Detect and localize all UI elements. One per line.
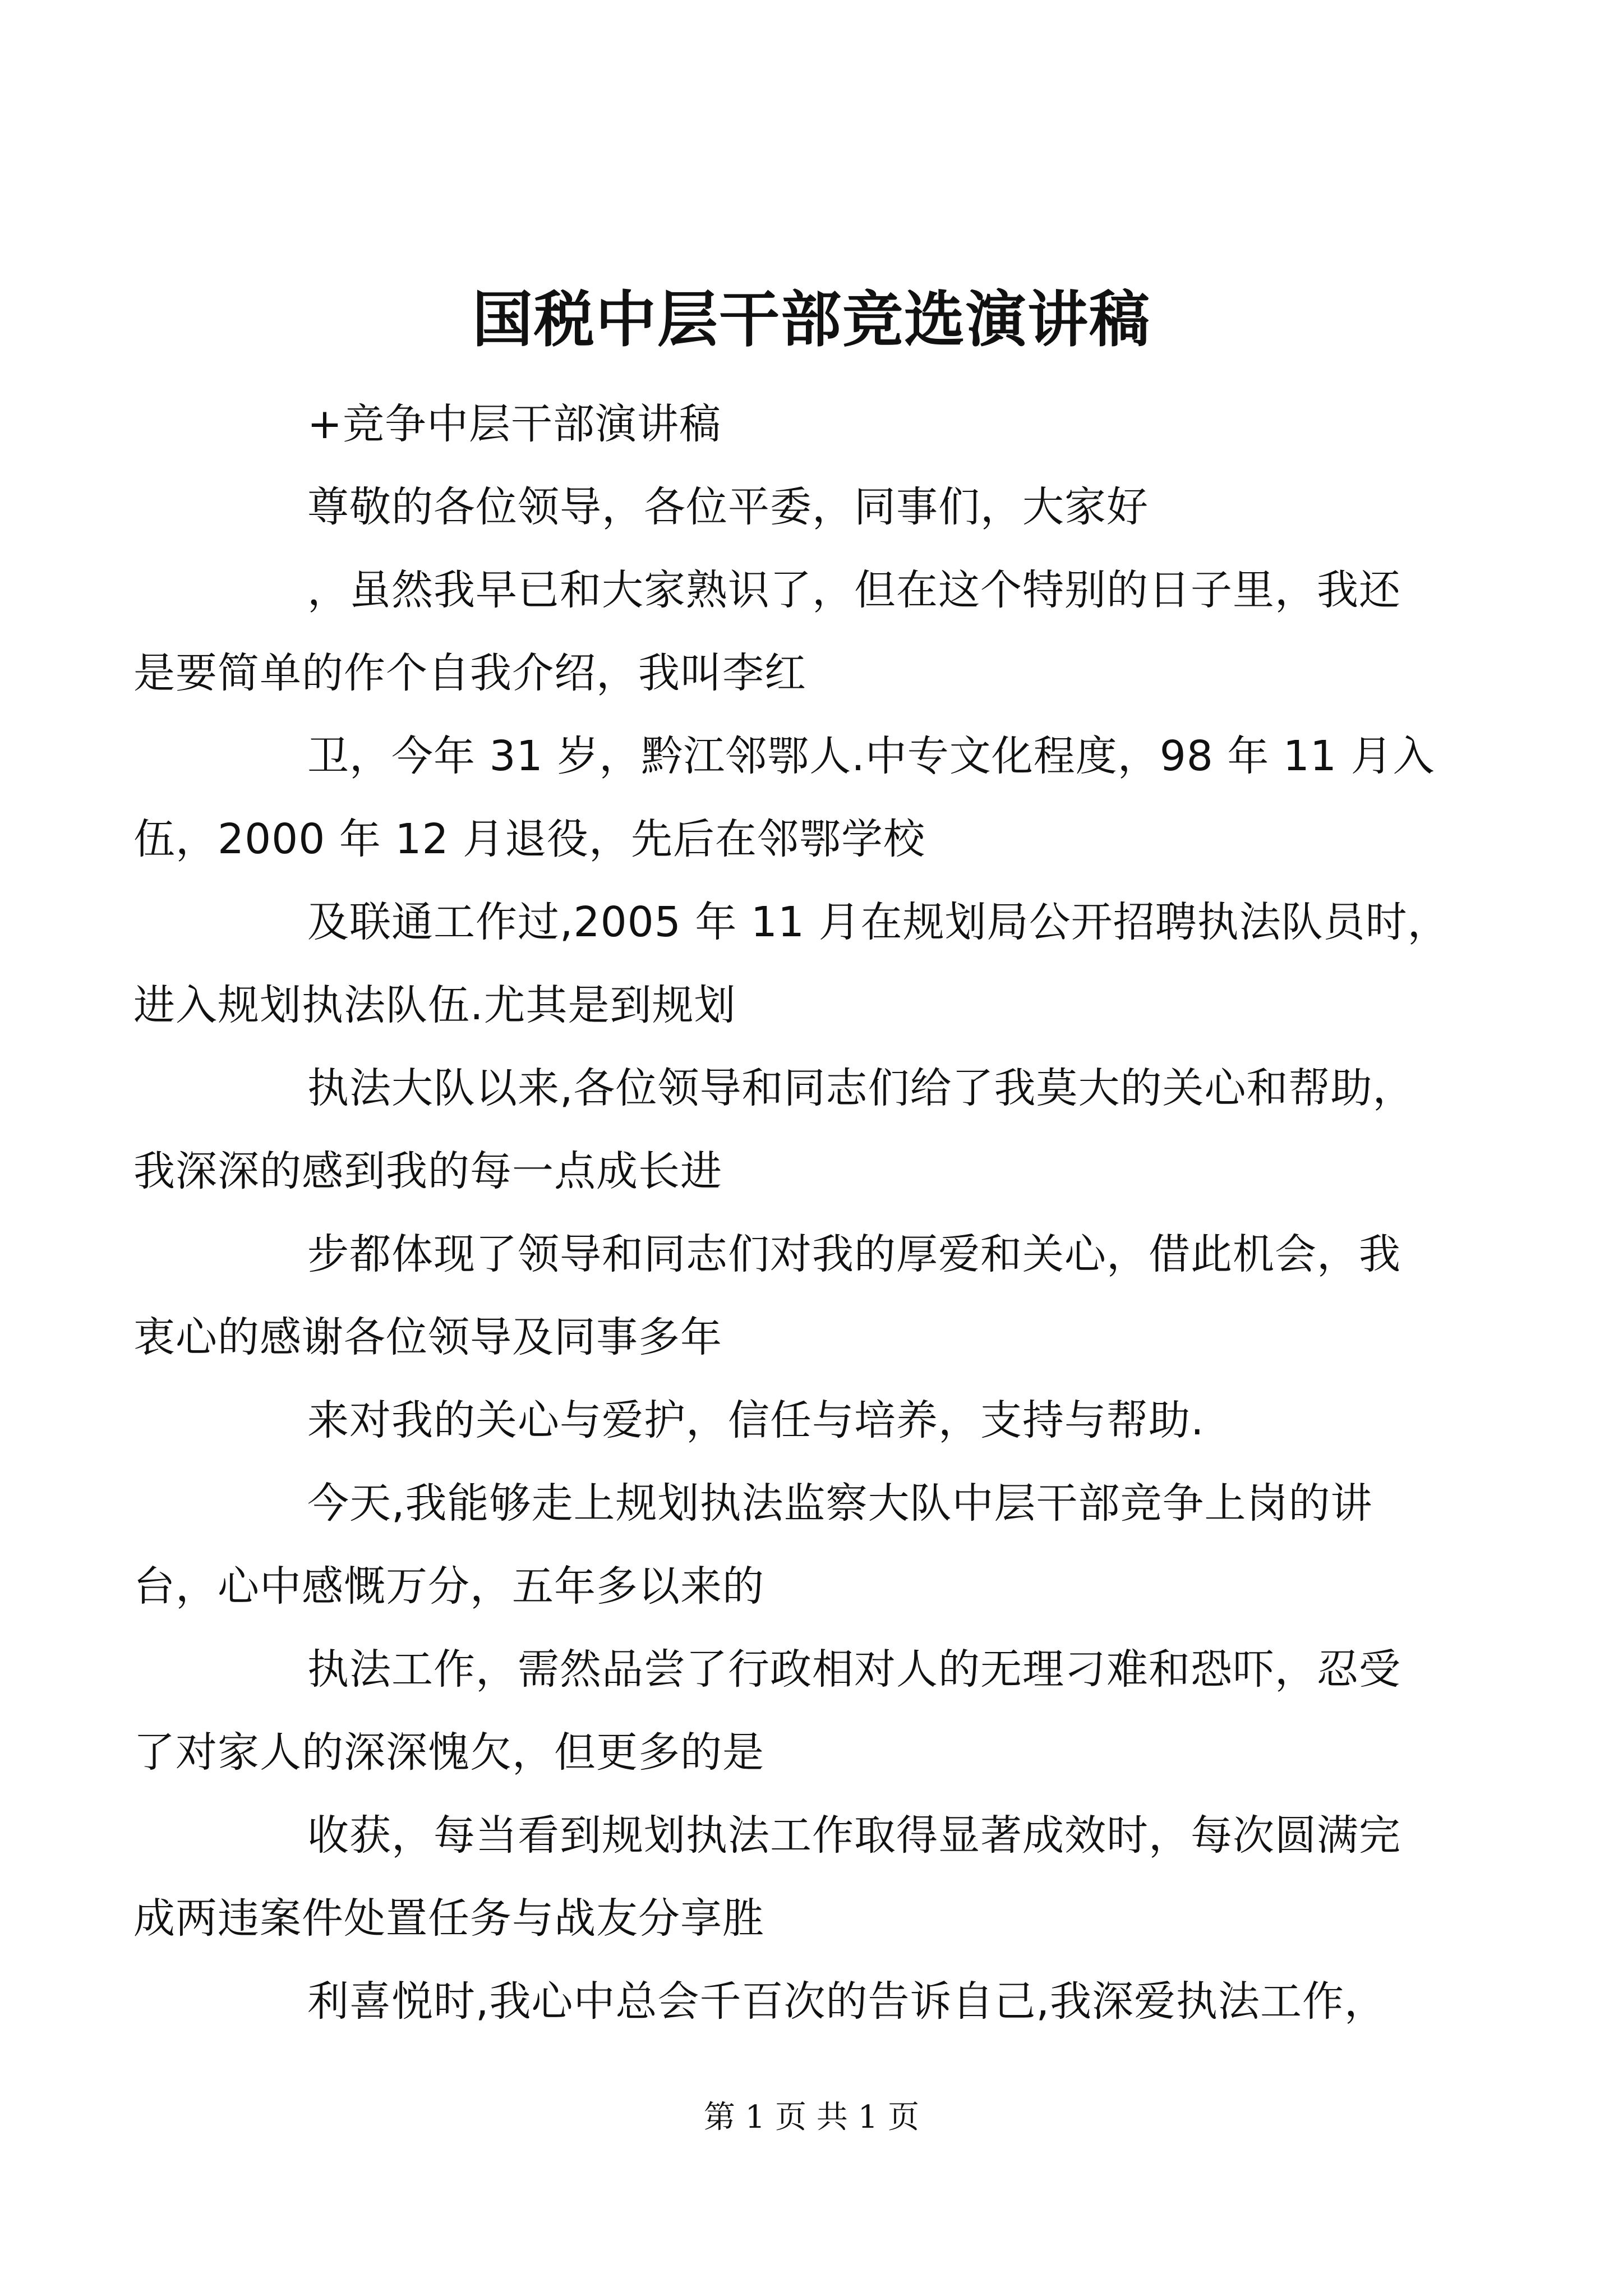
document-title: 国税中层干部竞选演讲稿 (472, 284, 1151, 355)
paragraph (133, 1794, 1426, 1960)
paragraph (133, 715, 1435, 881)
paragraph-line: 来对我的关心与爱护，信任与培养，支持与帮助. (307, 1396, 1205, 1444)
paragraph-line: 进入规划执法队伍.尤其是到规划 (133, 981, 736, 1029)
paragraph-line: 收获，每当看到规划执法工作取得显著成效时，每次圆满完 (307, 1811, 1401, 1860)
paragraph-line: 是要简单的作个自我介绍，我叫李红 (133, 649, 806, 697)
paragraph-line: 执法大队以来,各位领导和同志们给了我莫大的关心和帮助， (307, 1064, 1415, 1112)
paragraph (220, 383, 1426, 466)
paragraph-line: 伍，2000 年 12 月退役，先后在邻鄂学校 (133, 815, 926, 863)
paragraph-line: ，虽然我早已和大家熟识了，但在这个特别的日子里，我还 (307, 566, 1401, 614)
paragraph-line: 及联通工作过,2005 年 11 月在规划局公开招聘执法队员时， (307, 898, 1450, 946)
document-body (133, 383, 1450, 2043)
paragraph-line: 我深深的感到我的每一点成长进 (133, 1147, 722, 1195)
paragraph (220, 466, 1426, 549)
page-footer: 第 1 页 共 1 页 (703, 2099, 920, 2136)
paragraph-line: 了对家人的深深愧欠，但更多的是 (133, 1728, 764, 1777)
paragraph (133, 1462, 1426, 1628)
paragraph-line: 执法工作，需然品尝了行政相对人的无理刁难和恐吓，忍受 (307, 1645, 1401, 1694)
paragraph (133, 1047, 1426, 1213)
paragraph-line: 台，心中感慨万分，五年多以来的 (133, 1562, 764, 1611)
paragraph-line: 卫，今年 31 岁，黔江邻鄂人.中专文化程度，98 年 11 月入 (307, 732, 1435, 780)
paragraph-line: 成两违案件处置任务与战友分享胜 (133, 1894, 764, 1943)
paragraph (133, 549, 1426, 715)
paragraph-line: 步都体现了领导和同志们对我的厚爱和关心，借此机会，我 (307, 1230, 1401, 1278)
paragraph (220, 1379, 1426, 1462)
paragraph (133, 1213, 1426, 1379)
paragraph-line: 利喜悦时,我心中总会千百次的告诉自己,我深爱执法工作， (307, 1977, 1387, 2026)
paragraph (133, 1628, 1426, 1794)
paragraph (220, 1960, 1426, 2043)
paragraph-line: +竞争中层干部演讲稿 (307, 400, 722, 448)
paragraph-line: 尊敬的各位领导，各位平委，同事们，大家好 (307, 483, 1149, 531)
paragraph-line: 今天,我能够走上规划执法监察大队中层干部竞争上岗的讲 (307, 1479, 1373, 1527)
paragraph-line: 衷心的感谢各位领导及同事多年 (133, 1313, 722, 1361)
paragraph (133, 881, 1450, 1047)
